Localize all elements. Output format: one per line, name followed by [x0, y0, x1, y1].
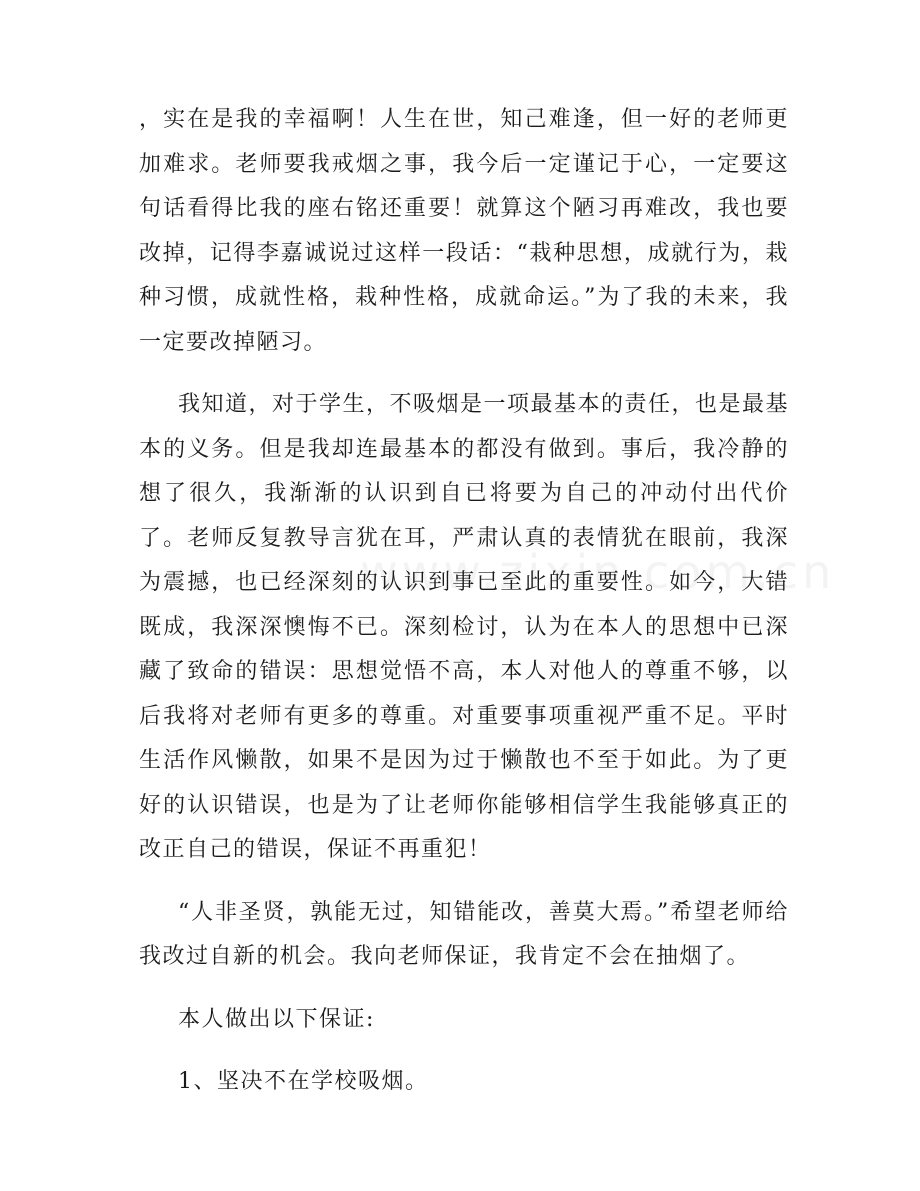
- paragraph-quote: “人非圣贤，孰能无过，知错能改，善莫大焉。”希望老师给我改过自新的机会。我向老师保证，我肯定不会在抽烟了。: [139, 899, 789, 969]
- paragraph-responsibility: 我知道，对于学生，不吸烟是一项最基本的责任，也是最基本的义务。但是我却连最基本的都没有做到。事后，我冷静的想了很久，我渐渐的认识到自已将要为自己的冲动付出代价了。老师反复教导言犹在耳，严肃认真的表情犹在眼前，我深为震撼，也已经深刻的认识到事已至此的重要性。如今，大错既成，我深深懊悔不已。深刻检讨，认为在本人的思想中已深藏了致命的错误：思想觉悟不高，本人对他人的尊重不够，以后我将对老师有更多的尊重。对重要事项重视严重不足。平时生活作风懒散，如果不是因为过于懒散也不至于如此。为了更好的认识错误，也是为了让老师你能够相信学生我能够真正的改正自己的错误，保证不再重犯！: [139, 392, 790, 862]
- paragraph-pledge-intro: 本人做出以下保证:: [178, 1006, 375, 1032]
- document-body: [139, 98, 789, 1105]
- pledge-item-1: 1、坚决不在学校吸烟。: [178, 1069, 429, 1094]
- paragraph-continuation: ，实在是我的幸福啊！人生在世，知己难逢，但一好的老师更加难求。老师要我戒烟之事，我今后一定谨记于心，一定要这句话看得比我的座右铭还重要！就算这个陋习再难改，我也要改掉，记得李嘉诚说过这样一段话：“栽种思想，成就行为，栽种习惯，成就性格，栽种性格，成就命运。”为了我的未来，我一定要改掉陋习。: [139, 107, 789, 355]
